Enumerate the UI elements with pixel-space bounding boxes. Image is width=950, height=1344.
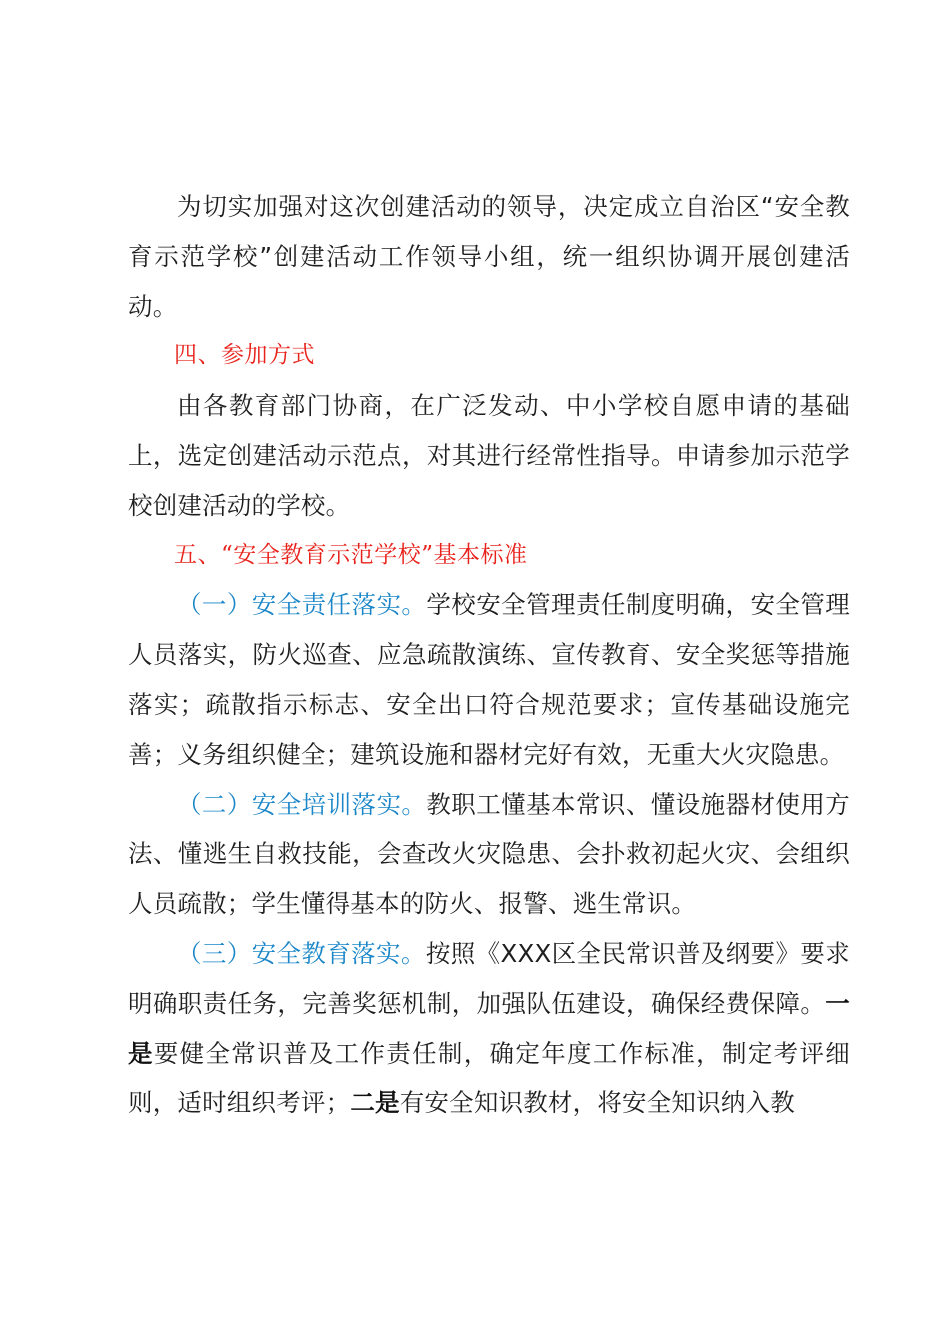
item-text-training: 教职工懂基本常识、懂设施器材使用方法、懂逃生自救技能，会查改火灾隐患、会扑救初起火灾、会组织人员疏散；学生懂得基本的防火、报警、逃生常识。 — [128, 789, 850, 919]
paragraph-safety-training — [128, 780, 850, 929]
bold-marker-second: 二是 — [350, 1088, 400, 1118]
document-body — [128, 182, 850, 1128]
paragraph-leadership-group: 为切实加强对这次创建活动的领导，决定成立自治区“安全教育示范学校”创建活动工作领导小组，统一组织协调开展创建活动。 — [128, 192, 850, 321]
paragraph-safety-responsibility — [128, 580, 850, 779]
item-text-responsibility: 学校安全管理责任制度明确，安全管理人员落实，防火巡查、应急疏散演练、宣传教育、安全奖惩等措施落实；疏散指示标志、安全出口符合规范要求；宣传基础设施完善；义务组织健全；建筑设施和器材完好有效，无重大火灾隐患。 — [128, 590, 850, 769]
section-heading-standards: 五、“安全教育示范学校”基本标准 — [174, 541, 528, 568]
item-lead-responsibility: （一）安全责任落实。 — [177, 590, 427, 620]
paragraph-safety-education — [128, 929, 850, 1128]
item-text-education-a: 按照《XXX区全民常识普及纲要》要求明确职责任务，完善奖惩机制，加强队伍建设，确保经费保障。 — [128, 938, 851, 1018]
section-heading-participation: 四、参加方式 — [174, 342, 315, 369]
paragraph-participation-method: 由各教育部门协商，在广泛发动、中小学校自愿申请的基础上，选定创建活动示范点，对其进行经常性指导。申请参加示范学校创建活动的学校。 — [128, 391, 850, 520]
item-lead-education: （三）安全教育落实。 — [177, 938, 426, 968]
item-lead-training: （二）安全培训落实。 — [177, 789, 427, 819]
bold-marker-first: 一是 — [128, 988, 850, 1068]
item-text-education-c: 有安全知识教材，将安全知识纳入教 — [399, 1088, 795, 1118]
item-text-education-b: 要健全常识普及工作责任制，确定年度工作标准，制定考评细则，适时组织考评； — [128, 1038, 850, 1118]
